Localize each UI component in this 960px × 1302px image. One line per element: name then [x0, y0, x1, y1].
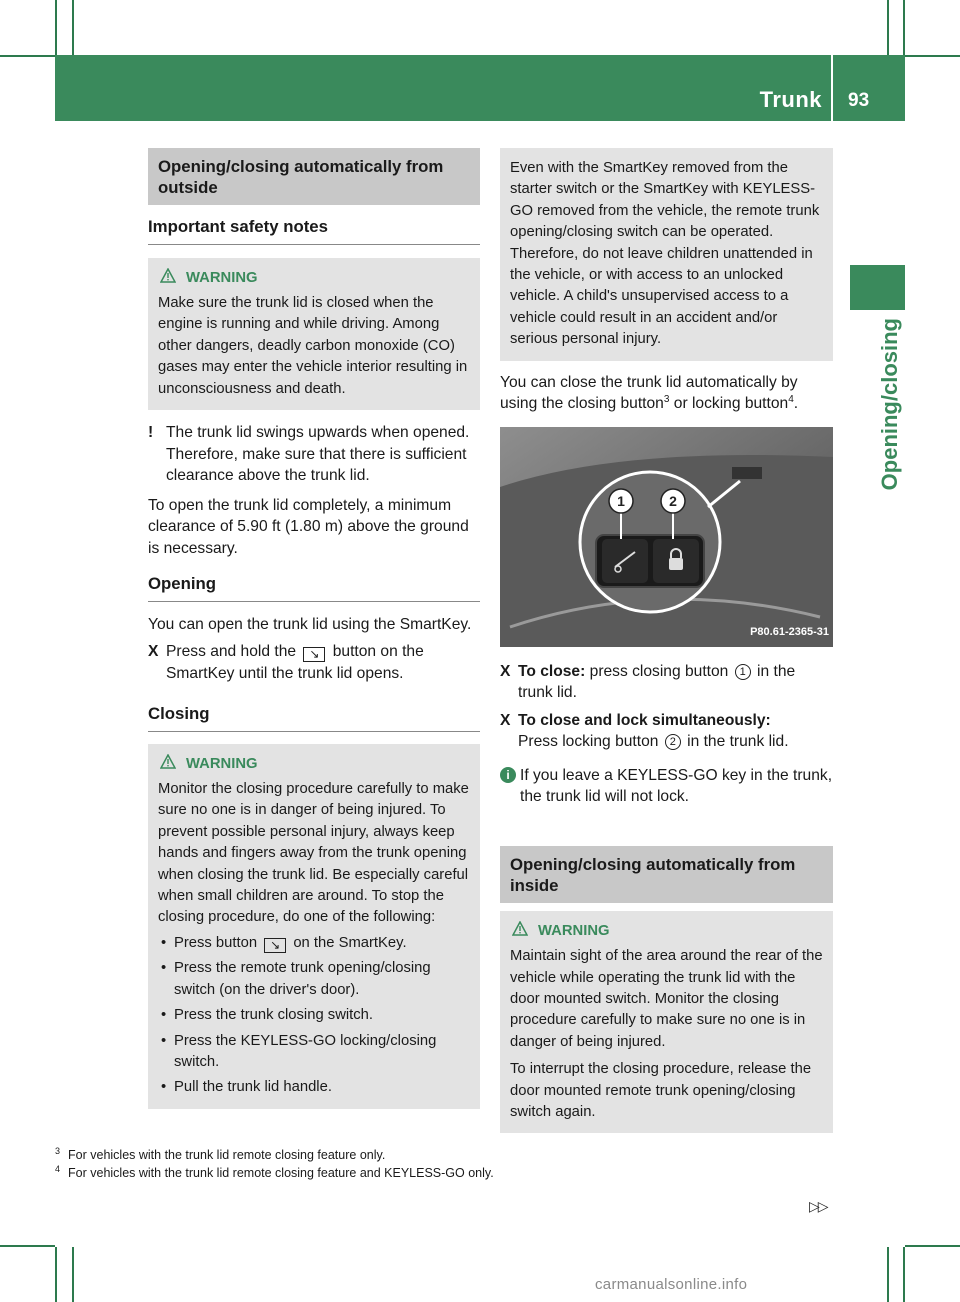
bullet-icon: •: [161, 1079, 167, 1096]
warning-title: [158, 754, 470, 776]
section-heading-inside: Opening/closing automatically from inside: [500, 846, 833, 903]
crop-mark: [905, 55, 960, 57]
opening-intro: You can open the trunk lid using the SmartKey.: [148, 615, 472, 633]
bullet-icon: •: [161, 934, 167, 951]
bullet-icon: •: [161, 1007, 167, 1024]
warning-text: Make sure the trunk lid is closed when the engine is running and while driving. Among other dangers, deadly carbon monoxide (CO) gases may enter the vehicle interior resulting in unconsciousness and death.: [158, 295, 468, 397]
callout-2: 2: [669, 492, 677, 509]
list-item-text: Pull the trunk lid handle.: [174, 1079, 332, 1096]
safety-subheading: Important safety notes: [148, 216, 480, 245]
footnote-text: For vehicles with the trunk lid remote closing feature only.: [68, 1148, 386, 1162]
list-item: [158, 933, 470, 954]
warning-title-text: WARNING: [186, 269, 258, 286]
closing-heading: Closing: [148, 703, 480, 732]
warning-box: [148, 744, 480, 1109]
warning-triangle-icon: [160, 754, 178, 776]
bullet-icon: •: [161, 960, 167, 977]
footnote-ref-3: 3: [663, 394, 670, 406]
warning-title-text: WARNING: [186, 755, 258, 772]
side-tab-label: Opening/closing: [877, 318, 902, 491]
note-exclamation-icon: !: [148, 424, 154, 442]
close-intro-text: or locking button: [673, 395, 789, 413]
list-item: [158, 1077, 470, 1098]
step-text: Press locking button: [518, 733, 659, 751]
crop-mark: [0, 55, 55, 57]
warning-triangle-icon: [160, 268, 178, 290]
warning-box: [148, 258, 480, 411]
callout-number-icon: 2: [665, 734, 681, 750]
step-arrow-icon: X: [500, 711, 511, 729]
list-item-text: Press the remote trunk opening/closing switch (on the driver's door).: [174, 960, 431, 998]
smartkey-warning-text: Even with the SmartKey removed from the starter switch or the SmartKey with KEYLESS-GO removed from the vehicle, the remote trunk opening/closing switch can be operated. Therefore, do not leave children unattended in the vehicle, or with access to an unlocked vehicle. A child's unsupervised access to a vehicle could result in an accident and/or serious personal injury.: [510, 160, 820, 348]
list-item-text: Press the KEYLESS-GO locking/closing switch.: [174, 1032, 437, 1070]
footnote-number: 3: [55, 1146, 61, 1156]
step-text: press closing button: [589, 662, 729, 680]
warning-text: Maintain sight of the area around the rear of the vehicle while operating the trunk lid with the door mounted switch. Monitor the closing procedure carefully to make sure no one is in danger of being injured.: [510, 948, 823, 1050]
watermark: carmanualsonline.info: [595, 1276, 748, 1293]
step-label: To close and lock simultaneously:: [518, 711, 771, 729]
list-item-text: Press the trunk closing switch.: [174, 1007, 374, 1024]
step-arrow-icon: X: [500, 662, 511, 680]
right-column: [500, 148, 833, 1133]
chapter-title: Trunk: [759, 87, 822, 112]
crop-mark: [903, 0, 905, 55]
trunk-key-button-icon: ↘: [303, 647, 325, 662]
page-number: 93: [848, 90, 870, 111]
warning-title-text: WARNING: [538, 922, 610, 939]
crop-mark: [887, 0, 889, 55]
crop-mark: [55, 1247, 57, 1302]
opening-step: [148, 641, 480, 684]
step-text: button on the SmartKey until the trunk lid opens.: [166, 643, 424, 682]
side-tab-marker: [850, 265, 905, 310]
section-heading-outside: Opening/closing automatically from outside: [148, 148, 480, 205]
bullet-icon: •: [161, 1032, 167, 1049]
trunk-key-button-icon: ↘: [264, 938, 286, 953]
warning-text: Monitor the closing procedure carefully to make sure no one is in danger of being injured. To prevent possible personal injury, always keep hands and fingers away from the trunk opening when closing the trunk lid. Be especially careful when small children are around. To stop the closing procedure, do one of the following:: [158, 781, 469, 926]
callout-1: 1: [617, 492, 625, 509]
info-icon: i: [500, 767, 516, 783]
note-paragraph: [148, 422, 480, 487]
footnote-4: [55, 1164, 835, 1182]
left-column: [148, 148, 480, 1109]
clearance-paragraph: To open the trunk lid completely, a minimum clearance of 5.90 ft (1.80 m) above the ground is necessary.: [148, 496, 469, 557]
warning-triangle-icon: [512, 921, 530, 943]
info-note: [500, 765, 833, 808]
footnote-number: 4: [55, 1164, 61, 1174]
close-intro-text: .: [793, 395, 799, 413]
callout-number-icon: 1: [735, 664, 751, 680]
photo-code: P80.61-2365-31: [750, 626, 829, 639]
continue-arrow-icon: ▷▷: [809, 1198, 827, 1214]
info-text: If you leave a KEYLESS-GO key in the trunk, the trunk lid will not lock.: [520, 766, 833, 806]
crop-mark: [72, 1247, 74, 1302]
crop-mark: [903, 1247, 905, 1302]
crop-mark: [72, 0, 74, 55]
crop-mark: [55, 0, 57, 55]
opening-heading: Opening: [148, 573, 480, 602]
step-text: in the trunk lid.: [687, 733, 789, 751]
step-text: Press and hold the: [166, 643, 297, 661]
footnote-ref-4: 4: [788, 394, 794, 406]
note-text: The trunk lid swings upwards when opened. Therefore, make sure that there is sufficient clearance above the trunk lid.: [166, 424, 470, 485]
header-divider: [831, 55, 833, 121]
crop-mark: [887, 1247, 889, 1302]
crop-mark: [0, 1245, 55, 1247]
warning-title: [510, 921, 823, 943]
close-intro-paragraph: [500, 372, 833, 415]
close-step: [500, 661, 833, 704]
list-item: [158, 1031, 470, 1074]
smartkey-warning-box: [500, 148, 833, 361]
close-intro-text: You can close the trunk lid automatically by using the closing button: [500, 373, 798, 413]
list-item-text: Press button: [174, 934, 258, 951]
warning-box: [500, 911, 833, 1134]
crop-mark: [905, 1245, 960, 1247]
footnotes: [55, 1146, 835, 1182]
list-item: [158, 958, 470, 1001]
step-label: To close:: [518, 662, 586, 680]
close-lock-step: [500, 710, 833, 753]
list-item-text: on the SmartKey.: [293, 934, 407, 951]
trunk-switch-illustration: [500, 427, 833, 647]
step-arrow-icon: X: [148, 643, 159, 661]
warning-text: To interrupt the closing procedure, release the door mounted remote trunk opening/closing switch again.: [510, 1061, 812, 1120]
footnote-text: For vehicles with the trunk lid remote closing feature and KEYLESS-GO only.: [68, 1166, 494, 1180]
warning-title: [158, 268, 470, 290]
trunk-switch-photo: [500, 427, 833, 647]
list-item: [158, 1005, 470, 1026]
footnote-3: [55, 1146, 835, 1164]
step-text: in the trunk lid.: [518, 662, 796, 702]
